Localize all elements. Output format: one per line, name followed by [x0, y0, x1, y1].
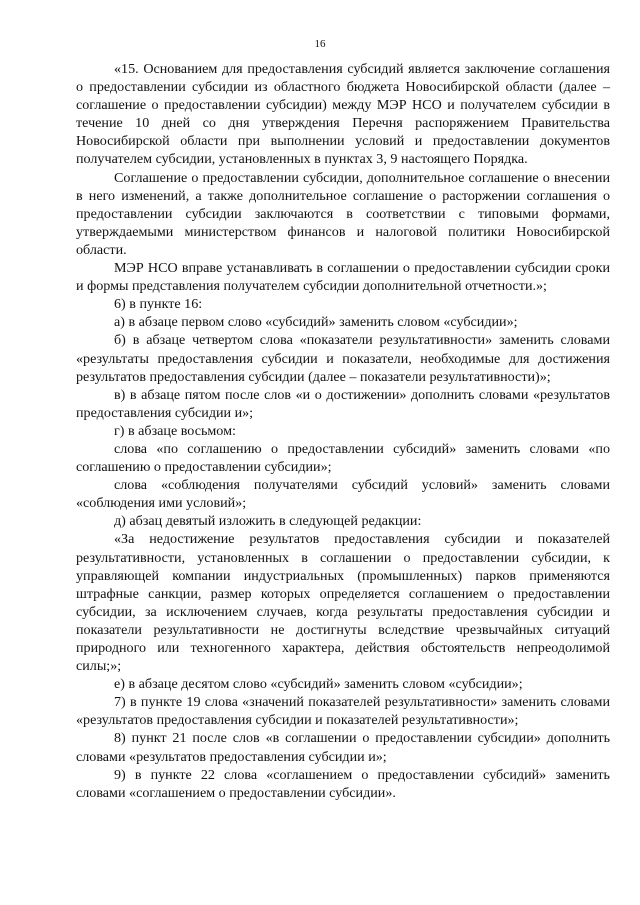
paragraph-item-6v: в) в абзаце пятом после слов «и о достижении» дополнить словами «результатов предоставления субсидии и»;	[76, 386, 610, 421]
paragraph-item-6g-1: слова «по соглашению о предоставлении субсидий» заменить словами «по соглашению о предоставлении субсидии»;	[76, 440, 610, 476]
paragraph-item-6g: г) в абзаце восьмом:	[114, 422, 236, 439]
paragraph-agreement-forms: Соглашение о предоставлении субсидии, дополнительное соглашение о внесении в него изменений, а также дополнительное соглашение о расторжении соглашения о предоставлении субсидии заключаются в соответствии с типовыми формами, утверждаемыми министерством финансов и налоговой политики Новосибирской области.	[76, 169, 610, 258]
paragraph-item-6: 6) в пункте 16:	[114, 296, 203, 313]
paragraph-item-6a: а) в абзаце первом слово «субсидий» заменить словом «субсидии»;	[114, 314, 518, 331]
paragraph-item-6d-text: «За недостижение результатов предоставления субсидии и показателей результативности, установленных в соглашении о предоставлении субсидии, к управляющей компании индустриальных (промышленных) парков применяются штрафные санкции, размер которых определяется соглашением о предоставлении субсидии, за исключением случаев, когда результаты предоставления субсидии и показатели результативности не достигнуты вследствие чрезвычайных ситуаций природного или техногенного характера, действия обстоятельств непреодолимой силы;»;	[76, 531, 610, 675]
paragraph-item-7: 7) в пункте 19 слова «значений показателей результативности» заменить словами «результатов предоставления субсидии и показателей результативности»;	[76, 694, 610, 729]
paragraph-reporting: МЭР НСО вправе устанавливать в соглашении о предоставлении субсидии сроки и формы представления получателем субсидии дополнительной отчетности.»;	[76, 260, 610, 295]
paragraph-item-6b: б) в абзаце четвертом слова «показатели результативности» заменить словами «результаты предоставления субсидии и показатели, необходимые для достижения результатов предоставления субсидии (далее – показатели результативности)»;	[76, 332, 610, 385]
paragraph-item-6g-2: слова «соблюдения получателями субсидий условий» заменить словами «соблюдения ими условий»;	[76, 477, 610, 512]
paragraph-item-6e: е) в абзаце десятом слово «субсидий» заменить словом «субсидии»;	[114, 676, 523, 693]
document-body	[76, 60, 610, 802]
paragraph-clause-15: «15. Основанием для предоставления субсидий является заключение соглашения о предоставлении субсидии из областного бюджета Новосибирской области (далее – соглашение о предоставлении субсидии) между МЭР НСО и получателем субсидии в течение 10 дней со дня утверждения Перечня распоряжением Правительства Новосибирской области при выполнении условий и предоставлении документов получателем субсидии, установленных в пунктах 3, 9 настоящего Порядка.	[76, 61, 610, 168]
page-number: 16	[314, 38, 326, 50]
paragraph-item-6d: д) абзац девятый изложить в следующей редакции:	[114, 513, 422, 530]
paragraph-item-8: 8) пункт 21 после слов «в соглашении о предоставлении субсидии» дополнить словами «результатов предоставления субсидии и»;	[76, 730, 610, 765]
paragraph-item-9: 9) в пункте 22 слова «соглашением о предоставлении субсидий» заменить словами «соглашением о предоставлении субсидии».	[76, 766, 610, 801]
